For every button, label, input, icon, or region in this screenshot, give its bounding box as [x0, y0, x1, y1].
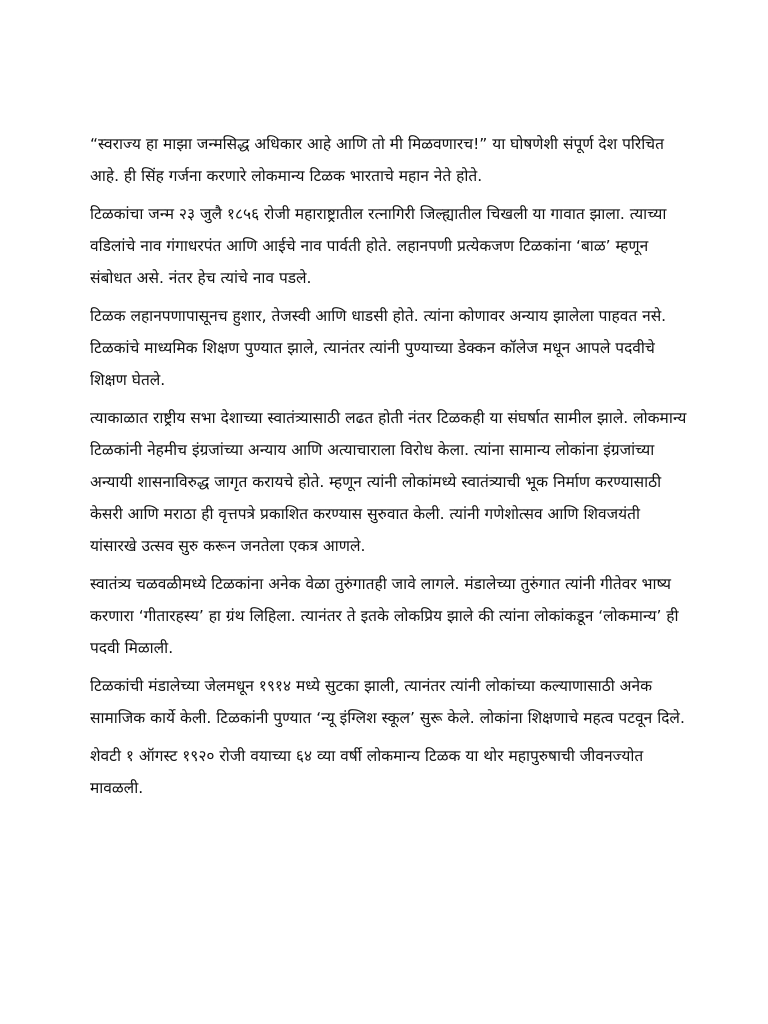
paragraph-swarajya-slogan: “स्वराज्य हा माझा जन्मसिद्ध अधिकार आहे आणि तो मी मिळवणारच!” या घोषणेशी संपूर्ण देश परिचित आहे. ही सिंह गर्जना करणारे लोकमान्य टिळक भारताचे महान नेते होते. [90, 135, 664, 185]
paragraph-childhood-education: टिळक लहानपणापासूनच हुशार, तेजस्वी आणि धाडसी होते. त्यांना कोणावर अन्याय झालेला पाहवत नसे. टिळकांचे माध्यमिक शिक्षण पुण्यात झाले, त्यानंतर त्यांनी पुण्याच्या डेक्कन कॉलेज मधून आपले पदवीचे शिक्षण घेतले. [90, 307, 667, 389]
paragraph-release-social-work: टिळकांची मंडालेच्या जेलमधून १९१४ मध्ये सुटका झाली, त्यानंतर त्यांनी लोकांच्या कल्याणासाठी अनेक सामाजिक कार्ये केली. टिळकांनी पुण्यात ‘न्यू इंग्लिश स्कूल’ सुरू केले. लोकांना शिक्षणाचे महत्व पटवून दिले. [90, 677, 685, 727]
document-body [90, 128, 690, 810]
paragraph-freedom-struggle: त्याकाळात राष्ट्रीय सभा देशाच्या स्वातंत्र्यासाठी लढत होती नंतर टिळकही या संघर्षात सामील झाले. लोकमान्य टिळकांनी नेहमीच इंग्रजांच्या अन्याय आणि अत्याचाराला विरोध केला. त्यांना सामान्य लोकांना इंग्रजांच्या अन्यायी शासनाविरुद्ध जागृत करायचे होते. म्हणून त्यांनी लोकांमध्ये स्वातंत्र्याची भूक निर्माण करण्यासाठी केसरी आणि मराठा ही वृत्तपत्रे प्रकाशित करण्यास सुरुवात केली. त्यांनी गणेशोत्सव आणि शिवजयंती यांसारखे उत्सव सुरु करून जनतेला एकत्र आणले. [90, 409, 687, 555]
paragraph-imprisonment: स्वातंत्र्य चळवळीमध्ये टिळकांना अनेक वेळा तुरुंगातही जावे लागले. मंडालेच्या तुरुंगात त्यांनी गीतेवर भाष्य करणारा ‘गीतारहस्य’ हा ग्रंथ लिहिला. त्यानंतर ते इतके लोकप्रिय झाले की त्यांना लोकांकडून ‘लोकमान्य’ ही पदवी मिळाली. [90, 575, 679, 657]
paragraph-death: शेवटी १ ऑगस्ट १९२० रोजी वयाच्या ६४ व्या वर्षी लोकमान्य टिळक या थोर महापुरुषाची जीवनज्योत मावळली. [90, 747, 644, 797]
paragraph-birth: टिळकांचा जन्म २३ जुलै १८५६ रोजी महाराष्ट्रातील रत्नागिरी जिल्ह्यातील चिखली या गावात झाला. त्याच्या वडिलांचे नाव गंगाधरपंत आणि आईचे नाव पार्वती होते. लहानपणी प्रत्येकजण टिळकांना ‘बाळ’ म्हणून संबोधत असे. नंतर हेच त्यांचे नाव पडले. [90, 205, 667, 287]
